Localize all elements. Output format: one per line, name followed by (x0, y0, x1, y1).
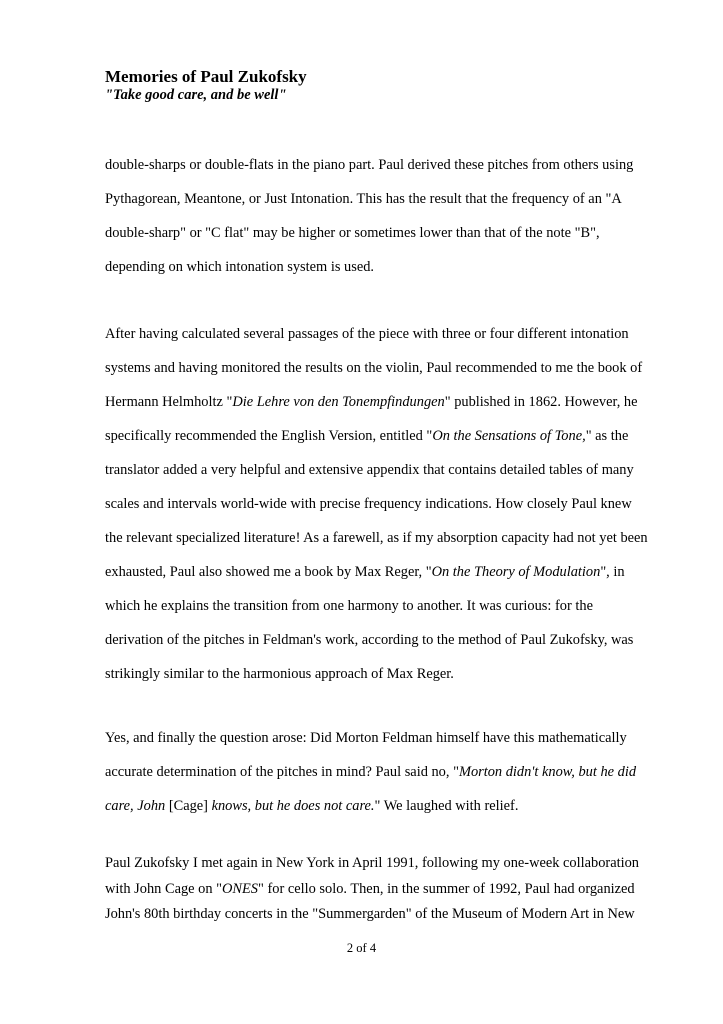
italic-text-run: On the Theory of Modulation (431, 564, 601, 580)
document-subtitle: "Take good care, and be well" (105, 87, 287, 103)
text-line (105, 562, 625, 582)
text-line (105, 392, 637, 412)
text-run: which he explains the transition from one harmony to another. It was curious: for the (105, 598, 593, 614)
italic-text-run: On the Sensations of Tone, (432, 428, 586, 444)
text-line (105, 223, 600, 243)
italic-text-run: care, John (105, 798, 166, 814)
text-line (105, 796, 518, 816)
text-line (105, 728, 627, 748)
text-line (105, 904, 635, 924)
text-line (105, 324, 629, 344)
text-run: with John Cage on " (105, 880, 222, 897)
text-line (105, 460, 634, 480)
text-run: Pythagorean, Meantone, or Just Intonation. This has the result that the frequency of an "A (105, 191, 622, 207)
text-line (105, 358, 642, 378)
text-run: exhausted, Paul also showed me a book by Max Reger, " (105, 564, 432, 580)
italic-text-run: Morton didn't know, but he did (458, 764, 637, 780)
text-run: " We laughed with relief. (374, 798, 519, 814)
text-line (105, 853, 639, 873)
text-line (105, 630, 633, 650)
text-run: specifically recommended the English Version, entitled " (105, 428, 433, 444)
text-run: double-sharps or double-flats in the piano part. Paul derived these pitches from others using (105, 157, 634, 173)
text-line (105, 664, 454, 684)
italic-text-run: Die Lehre von den Tonempfindungen (232, 394, 445, 410)
text-run: scales and intervals world-wide with precise frequency indications. How closely Paul knew (105, 496, 632, 512)
text-run: depending on which intonation system is used. (105, 259, 374, 275)
text-run: ", in (600, 564, 625, 580)
text-run: systems and having monitored the results on the violin, Paul recommended to me the book of (105, 360, 643, 376)
page-number: 2 of 4 (346, 941, 377, 955)
text-line (105, 155, 633, 175)
italic-text-run: ONES (222, 880, 258, 897)
text-line (105, 879, 635, 899)
text-run: [Cage] (165, 798, 212, 814)
text-run: Hermann Helmholtz " (105, 394, 233, 410)
text-line (105, 189, 622, 209)
text-line (105, 257, 374, 277)
text-line (105, 762, 636, 782)
text-run: derivation of the pitches in Feldman's work, according to the method of Paul Zukofsky, was (105, 632, 634, 648)
text-run: accurate determination of the pitches in mind? Paul said no, " (105, 764, 459, 780)
text-run: " as the (585, 428, 629, 444)
text-run: Yes, and finally the question arose: Did Morton Feldman himself have this mathematically (105, 730, 627, 746)
text-run: After having calculated several passages of the piece with three or four different intonation (105, 326, 629, 342)
text-line (105, 596, 593, 616)
text-run: double-sharp" or "C flat" may be higher or sometimes lower than that of the note "B", (105, 225, 600, 241)
text-line (105, 494, 632, 514)
text-run: " published in 1862. However, he (444, 394, 638, 410)
text-line (105, 426, 628, 446)
text-run: translator added a very helpful and extensive appendix that contains detailed tables of many (105, 462, 634, 478)
text-run: " for cello solo. Then, in the summer of 1992, Paul had organized (257, 880, 635, 897)
text-run: the relevant specialized literature! As a farewell, as if my absorption capacity had not yet been (105, 530, 648, 546)
italic-text-run: knows, but he does not care. (211, 798, 375, 814)
text-run: John's 80th birthday concerts in the "Summergarden" of the Museum of Modern Art in New (105, 906, 635, 922)
text-line (105, 528, 648, 548)
text-run: strikingly similar to the harmonious approach of Max Reger. (105, 666, 454, 682)
text-run: Paul Zukofsky I met again in New York in April 1991, following my one-week collaboration (105, 855, 639, 871)
document-title: Memories of Paul Zukofsky (105, 67, 307, 86)
